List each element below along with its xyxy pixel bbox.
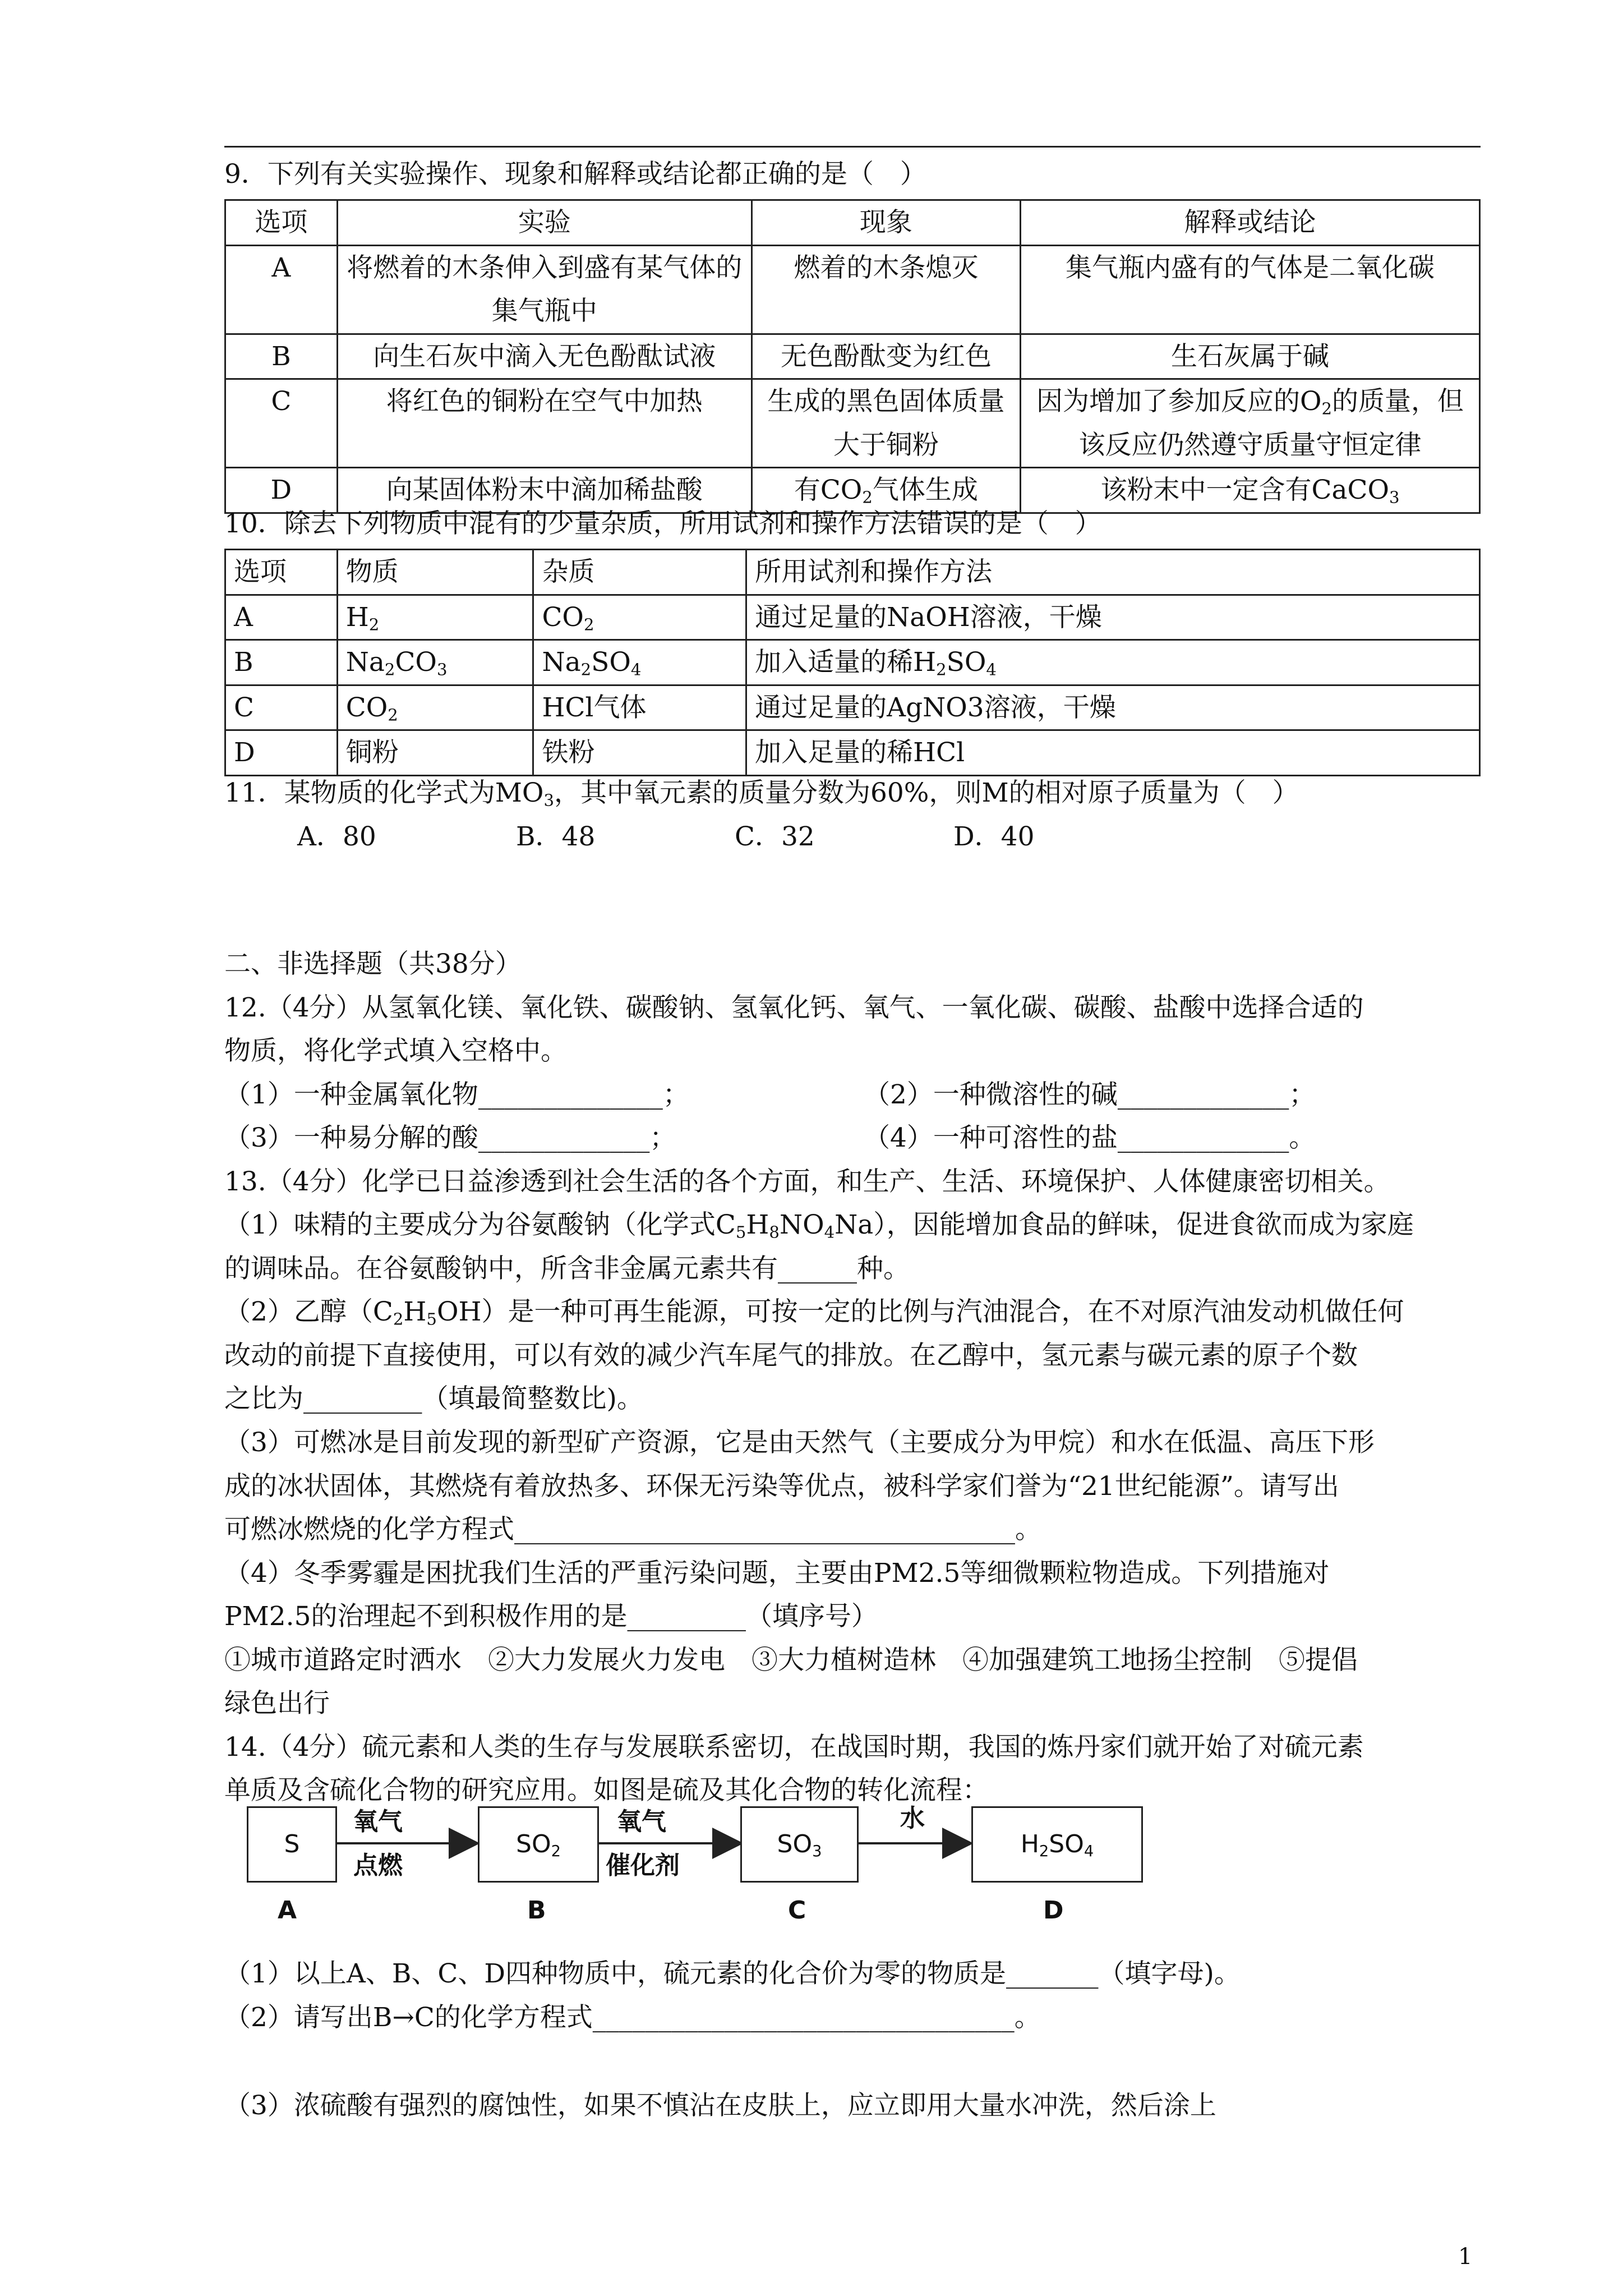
choice-a: A．80 [297,821,376,852]
table-header-row [225,550,1480,595]
method-cell: 加入足量的稀HCl [746,730,1480,776]
conclusion-cell: 因为增加了参加反应的$O_2$的质量，但该反应仍然遵守质量守恒定律 [1021,379,1480,468]
flow-label-c: C [788,1896,806,1925]
phenomenon-cell: 燃着的木条熄灭 [751,245,1020,334]
q13-p2-line1: （2）乙醇$(C_2H_5OH)$是一种可再生能源，可按一定的比例与汽油混合，在不对原汽油发动机做任何 [224,1296,1404,1329]
table-header-row [225,200,1480,246]
conclusion-cell: 该粉末中一定含有CaCO$_3$ [1021,468,1480,513]
table-row [225,640,1480,685]
question-9 [224,153,1481,196]
option-cell: C [225,379,338,468]
option-cell: D [225,468,338,513]
q13-p3-line2: 成的冰状固体，其燃烧有着放热多、环保无污染等优点，被科学家们誉为“21世纪能源”。请写出 [224,1470,1339,1502]
experiment-cell: 向某固体粉末中滴加稀盐酸 [337,468,751,513]
q13-p4-line4: 绿色出行 [224,1688,330,1719]
conclusion-cell: 集气瓶内盛有的气体是二氧化碳 [1021,245,1480,334]
q13-p4-line2: PM2.5的治理起不到积极作用的是_________（填序号） [224,1601,878,1632]
sulfur-flow-diagram [247,1806,1155,1935]
table-row [225,685,1480,730]
question-11 [224,771,1481,858]
header-rule [224,146,1481,148]
q13-p1-line1: （1）味精的主要成分为谷氨酸钠（化学式$C_5H_8NO_4Na$），因能增加食品的鲜味，促进食欲而成为家庭 [224,1209,1414,1242]
substance-cell: $CO_2$ [337,685,533,730]
q12-row1 [224,1073,1481,1117]
q12-stem-line2: 物质，将化学式填入空格中。 [224,1036,567,1067]
flow-label-b: B [527,1896,546,1925]
table-row [225,730,1480,776]
q12-part1: （1）一种金属氧化物______________； [224,1079,689,1110]
arrow2-bottom-label: 催化剂 [606,1851,680,1880]
header-cell: 选项 [225,200,338,246]
phenomenon-cell: 生成的黑色固体质量大于铜粉 [751,379,1020,468]
impurity-cell: HCl气体 [533,685,746,730]
q12-row2 [224,1116,1481,1160]
q12-part4: （4）一种可溶性的盐_____________。 [864,1122,1316,1154]
choice-c: C．32 [735,821,815,852]
q13-stem: 13.（4分）化学已日益渗透到社会生活的各个方面，和生产、生活、环境保护、人体健康密切相关。 [224,1166,1390,1197]
section-title: 二、非选择题（共38分） [224,949,522,979]
q9-table [224,199,1481,514]
flow-box-so2: $SO_2$ [478,1806,599,1883]
impurity-cell: 铁粉 [533,730,746,776]
arrow1-top-label: 氧气 [353,1807,403,1836]
q13-p1-line2: 的调味品。在谷氨酸钠中，所含非金属元素共有______种。 [224,1253,910,1284]
conclusion-cell: 生石灰属于碱 [1021,334,1480,379]
q14-parts [224,1952,1481,2128]
flow-box-s: S [247,1806,337,1883]
q10-table [224,549,1481,776]
q9-stem: 9．下列有关实验操作、现象和解释或结论都正确的是（ ） [224,159,926,190]
table-row [225,379,1480,468]
option-cell: C [225,685,338,730]
q14-stem-line1: 14.（4分）硫元素和人类的生存与发展联系密切，在战国时期，我国的炼丹家们就开始了对硫元素 [224,1731,1364,1763]
q12-stem-line1: 12.（4分）从氢氧化镁、氧化铁、碳酸钠、氢氧化钙、氧气、一氧化碳、碳酸、盐酸中选择合适的 [224,992,1364,1023]
q11-stem: 11．某物质的化学式为$MO_3$，其中氧元素的质量分数为60%，则M的相对原子质量为（ ） [224,777,1299,810]
q14-part1: （1）以上A、B、C、D四种物质中，硫元素的化合价为零的物质是_______（填字母)。 [224,1958,1241,1989]
arrow1-bottom-label: 点燃 [353,1851,403,1880]
q13-p4-line3: ①城市道路定时洒水 ②大力发展火力发电 ③大力植树造林 ④加强建筑工地扬尘控制 ⑤提倡 [224,1644,1358,1676]
question-10 [224,502,1481,546]
option-cell: B [225,334,338,379]
option-cell: A [225,245,338,334]
method-cell: 加入适量的稀$H_2SO_4$ [746,640,1480,685]
header-cell: 实验 [337,200,751,246]
option-cell: A [225,595,338,640]
arrow3-top-label: 水 [900,1804,925,1833]
phenomenon-cell: 无色酚酞变为红色 [751,334,1020,379]
q10-stem: 10．除去下列物质中混有的少量杂质，所用试剂和操作方法错误的是（ ） [224,508,1101,539]
experiment-cell: 将红色的铜粉在空气中加热 [337,379,751,468]
choice-d: D．40 [953,821,1035,852]
flow-box-so3: $SO_3$ [740,1806,859,1883]
table-row [225,334,1480,379]
substance-cell: $H_2$ [337,595,533,640]
experiment-cell: 将燃着的木条伸入到盛有某气体的集气瓶中 [337,245,751,334]
header-cell: 解释或结论 [1021,200,1480,246]
header-cell: 所用试剂和操作方法 [746,550,1480,595]
page-number: 1 [1458,2244,1473,2270]
substance-cell: $Na_2CO_3$ [337,640,533,685]
q14-part3: （3）浓硫酸有强烈的腐蚀性，如果不慎沾在皮肤上，应立即用大量水冲洗，然后涂上 [224,2090,1216,2122]
header-cell: 选项 [225,550,338,595]
q13-p2-line2: 改动的前提下直接使用，可以有效的减少汽车尾气的排放。在乙醇中，氢元素与碳元素的原子个数 [224,1340,1358,1371]
q14-stem-line2: 单质及含硫化合物的研究应用。如图是硫及其化合物的转化流程： [224,1775,989,1806]
method-cell: 通过足量的AgNO3溶液，干燥 [746,685,1480,730]
option-cell: D [225,730,338,776]
choice-b: B．48 [516,821,596,852]
q11-choices [224,815,1481,859]
arrow2-top-label: 氧气 [617,1807,666,1836]
q12-part2: （2）一种微溶性的碱_____________； [864,1079,1316,1110]
flow-label-a: A [278,1896,297,1925]
table-row [225,245,1480,334]
substance-cell: 铜粉 [337,730,533,776]
impurity-cell: $Na_2SO_4$ [533,640,746,685]
option-cell: B [225,640,338,685]
q13-p3-line1: （3）可燃冰是目前发现的新型矿产资源，它是由天然气（主要成分为甲烷）和水在低温、高压下形 [224,1427,1375,1458]
method-cell: 通过足量的NaOH溶液，干燥 [746,595,1480,640]
flow-label-d: D [1043,1896,1064,1925]
phenomenon-cell: 有$CO_2$气体生成 [751,468,1020,513]
section-2 [224,942,1481,1812]
q13-p4-line1: （4）冬季雾霾是困扰我们生活的严重污染问题，主要由PM2.5等细微颗粒物造成。下列措施对 [224,1557,1330,1589]
experiment-cell: 向生石灰中滴入无色酚酞试液 [337,334,751,379]
table-row [225,595,1480,640]
flow-box-h2so4: $H_2SO_4$ [971,1806,1143,1883]
impurity-cell: $CO_2$ [533,595,746,640]
q12-part3: （3）一种易分解的酸_____________； [224,1122,676,1154]
q14-part2: （2）请写出B→C的化学方程式________________________________。 [224,2001,1041,2033]
q13-p2-line3: 之比为_________（填最简整数比)。 [224,1383,643,1415]
header-cell: 物质 [337,550,533,595]
header-cell: 现象 [751,200,1020,246]
q13-p3-line3: 可燃冰燃烧的化学方程式______________________________________。 [224,1514,1041,1545]
header-cell: 杂质 [533,550,746,595]
